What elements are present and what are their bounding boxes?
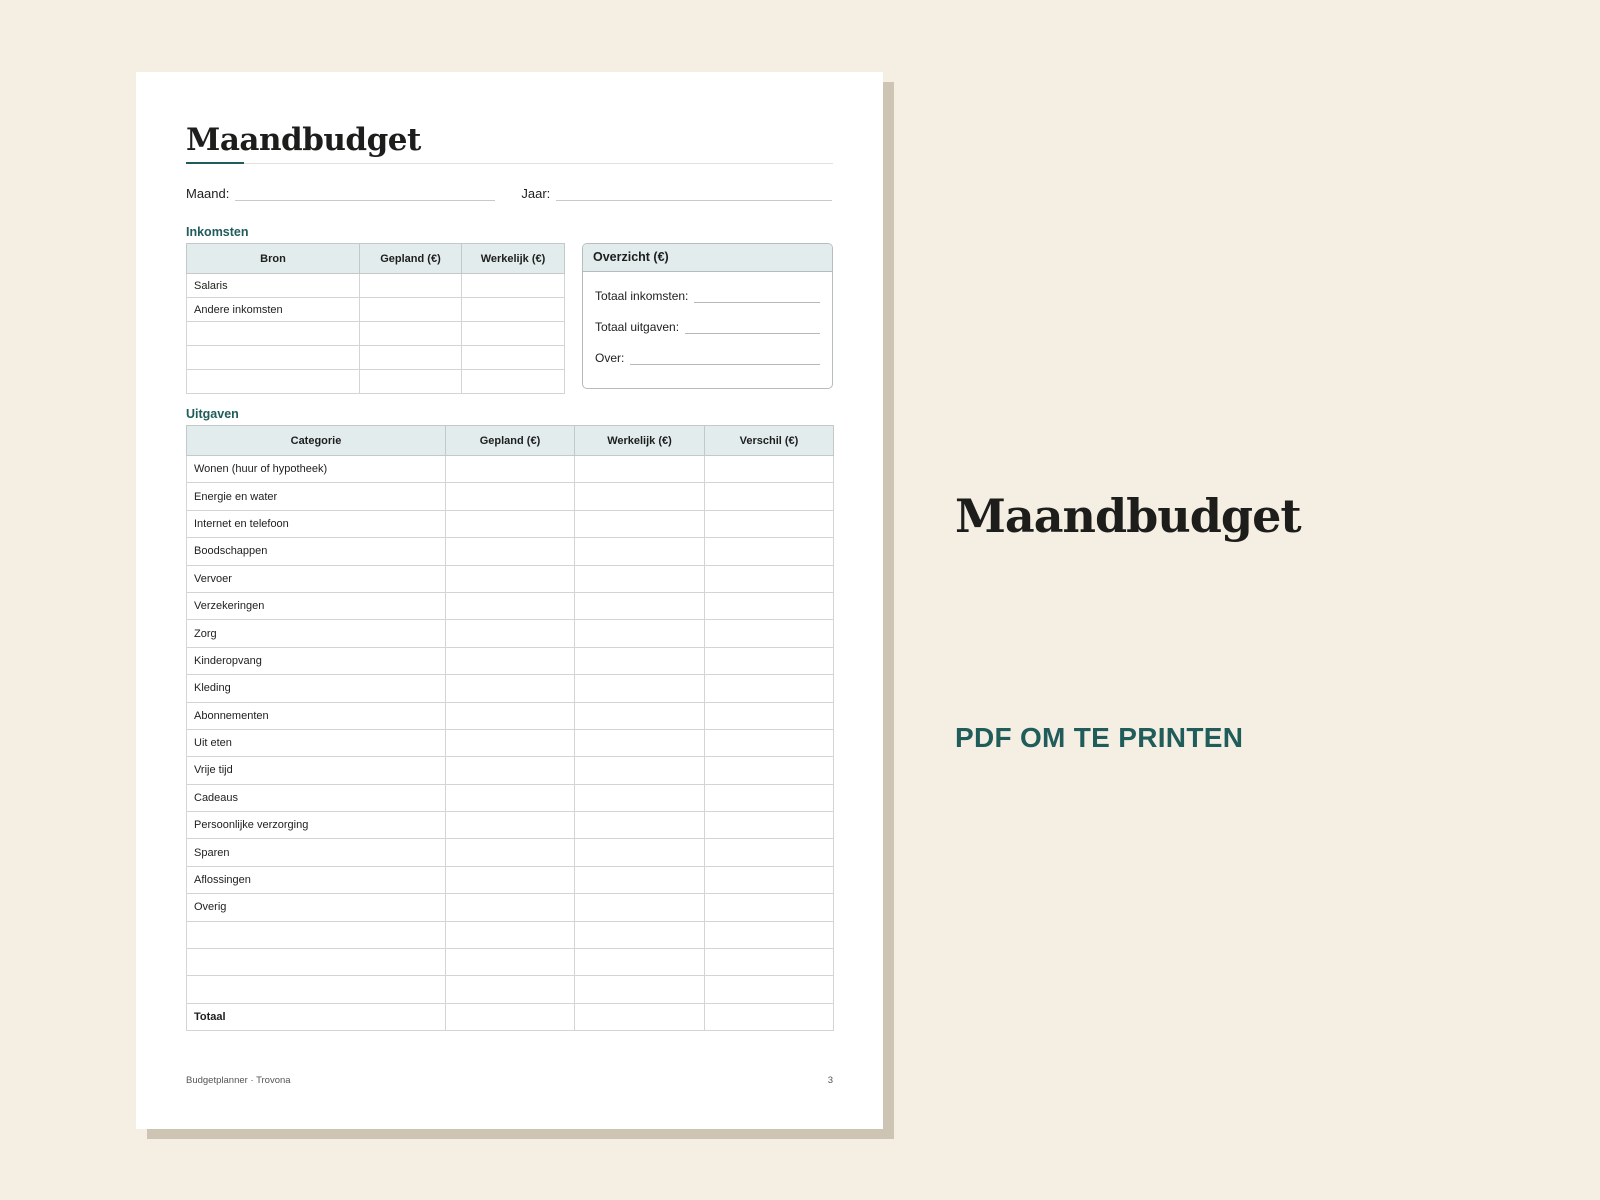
expense-difference-cell[interactable] [705,620,834,647]
income-actual-cell[interactable] [462,370,565,394]
expense-row [187,976,834,1003]
expense-planned-cell[interactable] [446,866,575,893]
expense-difference-cell[interactable] [705,757,834,784]
expense-difference-cell[interactable] [705,894,834,921]
date-fields [186,186,833,201]
footer-brand: Budgetplanner · Trovona [186,1075,291,1086]
overview-remaining-label: Over: [595,351,625,365]
expense-category-cell[interactable] [187,976,446,1003]
expense-row [187,757,834,784]
expense-category-cell: Cadeaus [187,784,446,811]
expense-category-cell: Sparen [187,839,446,866]
expenses-header-row [187,426,834,456]
document-title: Maandbudget [186,122,421,158]
expense-planned-cell[interactable] [446,592,575,619]
expense-actual-cell[interactable] [575,565,705,592]
income-source-cell[interactable] [187,346,360,370]
expense-actual-cell[interactable] [575,510,705,537]
overview-title: Overzicht (€) [583,244,832,272]
expense-difference-cell[interactable] [705,510,834,537]
expense-planned-cell[interactable] [446,538,575,565]
page-number: 3 [827,1075,833,1086]
expense-actual-cell[interactable] [575,729,705,756]
expense-planned-cell[interactable] [446,839,575,866]
income-table [186,243,565,394]
expense-planned-cell[interactable] [446,675,575,702]
expense-actual-cell[interactable] [575,702,705,729]
expense-difference-cell[interactable] [705,565,834,592]
expense-row [187,866,834,893]
expense-category-cell: Boodschappen [187,538,446,565]
expenses-header-planned: Gepland (€) [446,426,575,456]
expense-actual-cell[interactable] [575,949,705,976]
income-planned-cell[interactable] [360,322,462,346]
overview-total-income-row [595,289,820,303]
expense-actual-cell[interactable] [575,675,705,702]
expense-row [187,565,834,592]
overview-total-expenses-label: Totaal uitgaven: [595,320,680,334]
expense-actual-cell[interactable] [575,812,705,839]
expenses-table [186,425,834,1031]
expense-row [187,812,834,839]
income-planned-cell[interactable] [360,346,462,370]
expense-planned-cell[interactable] [446,976,575,1003]
expenses-header-actual: Werkelijk (€) [575,426,705,456]
expense-total-actual-cell[interactable] [575,1003,705,1030]
income-source-cell: Salaris [187,274,360,298]
expense-difference-cell[interactable] [705,647,834,674]
income-source-cell[interactable] [187,322,360,346]
expense-row [187,839,834,866]
expense-difference-cell[interactable] [705,949,834,976]
expense-planned-cell[interactable] [446,456,575,483]
overview-total-expenses-blank[interactable] [685,323,820,334]
income-planned-cell[interactable] [360,370,462,394]
expense-actual-cell[interactable] [575,592,705,619]
income-header-planned: Gepland (€) [360,244,462,274]
income-actual-cell[interactable] [462,298,565,322]
expense-category-cell: Kinderopvang [187,647,446,674]
year-field [521,186,832,201]
expense-category-cell: Vervoer [187,565,446,592]
expense-row [187,510,834,537]
expense-row [187,894,834,921]
expense-row [187,592,834,619]
expense-category-cell: Aflossingen [187,866,446,893]
income-source-cell: Andere inkomsten [187,298,360,322]
expense-actual-cell[interactable] [575,620,705,647]
expense-row [187,675,834,702]
expense-row [187,729,834,756]
expense-planned-cell[interactable] [446,894,575,921]
overview-box [582,243,833,389]
expense-actual-cell[interactable] [575,894,705,921]
expense-planned-cell[interactable] [446,620,575,647]
expense-difference-cell[interactable] [705,866,834,893]
expense-total-planned-cell[interactable] [446,1003,575,1030]
expense-planned-cell[interactable] [446,729,575,756]
expense-difference-cell[interactable] [705,839,834,866]
expense-category-cell: Uit eten [187,729,446,756]
expense-total-difference-cell[interactable] [705,1003,834,1030]
expenses-header-category: Categorie [187,426,446,456]
income-row [187,346,565,370]
expense-category-cell: Zorg [187,620,446,647]
expense-planned-cell[interactable] [446,812,575,839]
income-source-cell[interactable] [187,370,360,394]
expense-difference-cell[interactable] [705,456,834,483]
expense-actual-cell[interactable] [575,921,705,948]
income-header-row [187,244,565,274]
month-field [186,186,495,201]
expenses-header-difference: Verschil (€) [705,426,834,456]
expense-category-cell: Vrije tijd [187,757,446,784]
expenses-section-label: Uitgaven [186,407,239,421]
expense-category-cell: Overig [187,894,446,921]
expense-total-row [187,1003,834,1030]
expense-row [187,702,834,729]
expense-difference-cell[interactable] [705,729,834,756]
expense-difference-cell[interactable] [705,675,834,702]
expense-difference-cell[interactable] [705,976,834,1003]
expense-planned-cell[interactable] [446,647,575,674]
month-blank-line[interactable] [235,186,495,201]
expense-category-cell: Wonen (huur of hypotheek) [187,456,446,483]
income-planned-cell[interactable] [360,274,462,298]
promo-subtitle: PDF OM TE PRINTEN [955,722,1244,753]
expense-actual-cell[interactable] [575,757,705,784]
income-row [187,322,565,346]
income-row [187,274,565,298]
expense-planned-cell[interactable] [446,757,575,784]
expense-row [187,647,834,674]
expense-actual-cell[interactable] [575,456,705,483]
expense-row [187,620,834,647]
expense-actual-cell[interactable] [575,538,705,565]
expense-planned-cell[interactable] [446,784,575,811]
income-row [187,298,565,322]
expense-row [187,949,834,976]
expense-difference-cell[interactable] [705,538,834,565]
expense-planned-cell[interactable] [446,921,575,948]
overview-remaining-blank[interactable] [630,354,820,365]
overview-total-income-label: Totaal inkomsten: [595,289,689,303]
expense-difference-cell[interactable] [705,702,834,729]
overview-total-expenses-row [595,320,820,334]
title-rule-line [244,163,833,164]
income-planned-cell[interactable] [360,298,462,322]
expense-row [187,538,834,565]
overview-remaining-row [595,351,820,365]
income-actual-cell[interactable] [462,322,565,346]
month-label: Maand: [186,186,230,201]
expense-actual-cell[interactable] [575,483,705,510]
expense-row [187,921,834,948]
expense-actual-cell[interactable] [575,839,705,866]
income-section-label: Inkomsten [186,225,249,239]
expense-actual-cell[interactable] [575,976,705,1003]
title-divider [186,162,833,164]
expense-difference-cell[interactable] [705,483,834,510]
year-label: Jaar: [521,186,551,201]
income-actual-cell[interactable] [462,346,565,370]
expense-difference-cell[interactable] [705,592,834,619]
expense-category-cell[interactable] [187,949,446,976]
expenses-body [187,456,834,1031]
expense-category-cell: Kleding [187,675,446,702]
expense-actual-cell[interactable] [575,784,705,811]
expense-category-cell: Persoonlijke verzorging [187,812,446,839]
expense-planned-cell[interactable] [446,565,575,592]
overview-total-income-blank[interactable] [694,292,820,303]
expense-row [187,483,834,510]
expense-difference-cell[interactable] [705,784,834,811]
year-blank-line[interactable] [556,186,832,201]
expense-row [187,456,834,483]
page-footer [186,1075,833,1086]
expense-row [187,784,834,811]
expense-planned-cell[interactable] [446,510,575,537]
expense-category-cell: Internet en telefoon [187,510,446,537]
expense-planned-cell[interactable] [446,949,575,976]
expense-category-cell: Verzekeringen [187,592,446,619]
promo-title: Maandbudget [955,489,1301,543]
income-header-source: Bron [187,244,360,274]
expense-difference-cell[interactable] [705,921,834,948]
expense-planned-cell[interactable] [446,702,575,729]
expense-difference-cell[interactable] [705,812,834,839]
expense-actual-cell[interactable] [575,866,705,893]
expense-actual-cell[interactable] [575,647,705,674]
income-row [187,370,565,394]
expense-category-cell: Energie en water [187,483,446,510]
expense-planned-cell[interactable] [446,483,575,510]
expense-category-cell[interactable] [187,921,446,948]
document-page [136,72,883,1129]
income-and-overview [186,243,833,394]
income-actual-cell[interactable] [462,274,565,298]
expense-category-cell: Abonnementen [187,702,446,729]
income-header-actual: Werkelijk (€) [462,244,565,274]
expense-total-label: Totaal [187,1003,446,1030]
title-accent-bar [186,162,244,164]
